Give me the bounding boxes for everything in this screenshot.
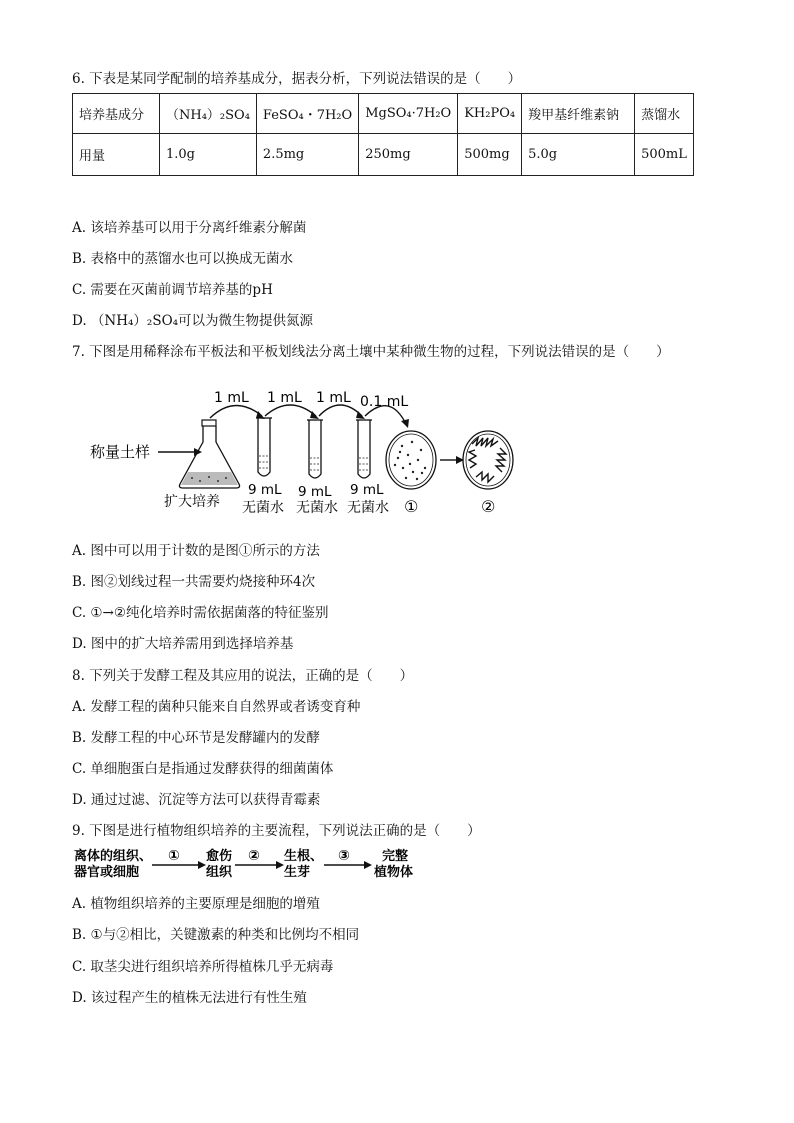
flow-start-line1: 离体的组织、 (74, 849, 153, 864)
q8-stem: 8. 下列关于发酵工程及其应用的说法，正确的是（ ） (72, 668, 414, 684)
flow-callus-line1: 愈伤 (206, 849, 233, 864)
flow-end-line2: 植物体 (374, 865, 414, 880)
tube-content-label: 无菌水 (296, 500, 338, 516)
q6-stem: 6. 下表是某同学配制的培养基成分，据表分析，下列说法错误的是（ ） (72, 71, 522, 87)
arrow-head-icon (401, 419, 409, 428)
table-row (73, 134, 694, 176)
flask-icon (179, 420, 239, 488)
tube-volume-label: 9 mL (298, 484, 332, 500)
table-cell: 250mg (359, 134, 458, 176)
streak-plate-icon (463, 431, 513, 489)
table-cell: 500mL (635, 134, 694, 176)
q9-option-b: B. ①与②相比，关键激素的种类和比例均不相同 (72, 927, 360, 943)
q6-option-d: D. （NH₄）₂SO₄可以为微生物提供氮源 (72, 313, 314, 329)
q9-option-c: C. 取茎尖进行组织培养所得植株几乎无病毒 (72, 959, 334, 975)
arrow-head-icon (198, 861, 206, 869)
tube-volume-label: 9 mL (248, 482, 282, 498)
tube-content-label: 无菌水 (347, 500, 389, 516)
q7-stem: 7. 下图是用稀释涂布平板法和平板划线法分离土壤中某种微生物的过程，下列说法错误的是（ ） (72, 344, 670, 360)
q6-option-c: C. 需要在灭菌前调节培养基的pH (72, 282, 273, 298)
culture-medium-table (72, 93, 694, 176)
table-cell: MgSO₄·7H₂O (359, 94, 458, 134)
transfer-volume-1: 1 mL (214, 390, 249, 406)
flow-callus-line2: 组织 (206, 865, 233, 880)
q6-option-a: A. 该培养基可以用于分离纤维素分解菌 (72, 220, 307, 236)
table-cell: 培养基成分 (73, 94, 160, 134)
flow-roots-line2: 生芽 (284, 865, 311, 880)
flask-label: 扩大培养 (164, 494, 220, 510)
test-tube-icon (356, 420, 372, 478)
table-cell: 用量 (73, 134, 160, 176)
table-cell: 500mg (458, 134, 522, 176)
q8-option-a: A. 发酵工程的菌种只能来自自然界或者诱变育种 (72, 699, 361, 715)
q7-option-b: B. 图②划线过程一共需要灼烧接种环4次 (72, 574, 316, 590)
flow-step-3: ③ (338, 848, 350, 864)
table-cell: （NH₄）₂SO₄ (160, 94, 257, 134)
transfer-arc (265, 405, 316, 416)
table-cell: 5.0g (522, 134, 635, 176)
arrow-head-icon (276, 861, 284, 869)
transfer-arc (210, 405, 262, 418)
q8-option-d: D. 通过过滤、沉淀等方法可以获得青霉素 (72, 792, 321, 808)
tissue-culture-flow (72, 846, 432, 880)
q7-option-a: A. 图中可以用于计数的是图①所示的方法 (72, 543, 320, 559)
q8-option-b: B. 发酵工程的中心环节是发酵罐内的发酵 (72, 730, 321, 746)
spread-plate-icon (386, 431, 436, 489)
tube-volume-label: 9 mL (350, 482, 384, 498)
flow-step-2: ② (248, 848, 260, 864)
weigh-soil-label: 称量土样 (90, 443, 151, 461)
plate-label-1: ① (404, 497, 419, 516)
transfer-volume-2: 1 mL (267, 390, 302, 406)
q9-stem: 9. 下图是进行植物组织培养的主要流程，下列说法正确的是（ ） (72, 823, 481, 839)
table-cell: 蒸馏水 (635, 94, 694, 134)
transfer-arc (319, 405, 362, 416)
table-cell: FeSO₄・7H₂O (256, 94, 358, 134)
transfer-volume-4: 0.1 mL (360, 394, 409, 410)
q6-option-b: B. 表格中的蒸馏水也可以换成无菌水 (72, 251, 294, 267)
table-cell: KH₂PO₄ (458, 94, 522, 134)
table-cell: 羧甲基纤维素钠 (522, 94, 635, 134)
tube-content-label: 无菌水 (242, 500, 284, 516)
test-tube-icon (307, 420, 323, 478)
dilution-diagram (72, 380, 572, 520)
q9-option-d: D. 该过程产生的植株无法进行有性生殖 (72, 990, 307, 1006)
test-tube-icon (256, 418, 272, 476)
q7-option-c: C. ①→②纯化培养时需依据菌落的特征鉴别 (72, 605, 329, 621)
flow-roots-line1: 生根、 (284, 849, 324, 864)
flow-step-1: ① (168, 848, 180, 864)
table-header-row (73, 94, 694, 134)
q8-option-c: C. 单细胞蛋白是指通过发酵获得的细菌菌体 (72, 761, 334, 777)
flow-start-line2: 器官或细胞 (74, 865, 140, 880)
table-cell: 2.5mg (256, 134, 358, 176)
plate-label-2: ② (481, 497, 496, 516)
arrow-head-icon (364, 861, 372, 869)
transfer-volume-3: 1 mL (316, 390, 351, 406)
table-cell: 1.0g (160, 134, 257, 176)
flow-end-line1: 完整 (382, 849, 409, 864)
q9-option-a: A. 植物组织培养的主要原理是细胞的增殖 (72, 896, 320, 912)
q7-option-d: D. 图中的扩大培养需用到选择培养基 (72, 636, 294, 652)
